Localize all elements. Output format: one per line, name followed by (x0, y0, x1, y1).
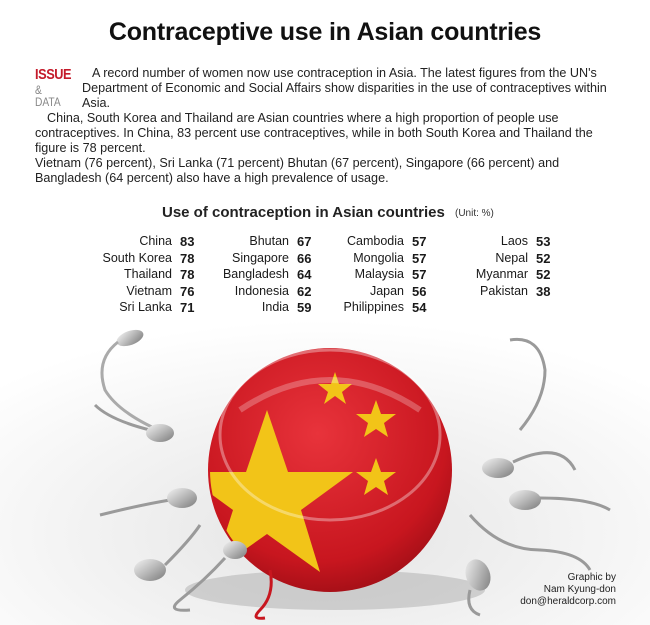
table-row (95, 300, 206, 317)
country-name: Thailand (124, 267, 172, 281)
country-name: South Korea (102, 250, 172, 265)
country-name: Laos (500, 234, 528, 248)
graphic-credit (520, 572, 616, 608)
badge-line1: ISSUE (35, 66, 72, 83)
country-value: 53 (536, 234, 551, 249)
country-name: Singapore (232, 250, 289, 265)
country-value: 57 (412, 250, 427, 266)
country-value: 38 (536, 283, 551, 299)
table-row (310, 251, 438, 268)
country-name: Bhutan (249, 234, 289, 248)
table-row (450, 267, 562, 284)
country-name: Vietnam (126, 283, 172, 298)
table-row (205, 267, 323, 284)
table-row (205, 284, 323, 301)
country-value: 78 (180, 250, 195, 266)
country-value: 59 (297, 300, 312, 315)
credit-author: Nam Kyung-don (543, 584, 616, 595)
country-column (310, 234, 438, 317)
country-value: 67 (297, 234, 312, 249)
country-value: 54 (412, 300, 427, 315)
country-name: India (261, 300, 289, 314)
country-column (205, 234, 323, 317)
intro-paragraph: Vietnam (76 percent), Sri Lanka (71 percent) Bhutan (67 percent), Singapore (66 percent) and Bangladesh (64 percent) also have a high prevalence of usage. (35, 156, 560, 185)
intro-paragraph: China, South Korea and Thailand are Asian countries where a high proportion of people use contraceptives. In China, 83 percent use contraceptives, while in both South Korea and Thailand the figure is 78 percent. (35, 111, 593, 155)
country-name: Malaysia (354, 267, 404, 281)
country-name: Japan (369, 283, 404, 298)
country-name: Nepal (495, 250, 528, 265)
table-row (205, 251, 323, 268)
issue-data-badge (35, 67, 75, 108)
country-value: 57 (412, 267, 427, 282)
table-row (205, 300, 323, 317)
country-value: 71 (180, 300, 195, 315)
credit-email: don@heraldcorp.com (520, 596, 616, 607)
chart-title: Use of contraception in Asian countries (162, 204, 445, 221)
country-name: Mongolia (353, 250, 404, 265)
country-name: Bangladesh (222, 267, 289, 281)
country-column (95, 234, 206, 317)
table-row (95, 234, 206, 251)
table-row (310, 234, 438, 251)
country-value: 52 (536, 267, 551, 282)
chart-unit: (Unit: %) (455, 208, 494, 219)
country-value: 52 (536, 250, 551, 266)
table-row (95, 267, 206, 284)
table-row (450, 284, 562, 301)
badge-line2: & DATA (35, 83, 61, 109)
country-name: Cambodia (347, 234, 404, 248)
table-row (450, 234, 562, 251)
country-column (450, 234, 562, 300)
credit-line: Graphic by (567, 572, 616, 583)
country-name: Myanmar (475, 267, 528, 281)
table-row (310, 267, 438, 284)
table-row (205, 234, 323, 251)
country-value: 76 (180, 283, 195, 299)
table-row (450, 251, 562, 268)
country-name: Pakistan (480, 283, 528, 298)
country-name: Sri Lanka (119, 300, 172, 314)
country-name: Philippines (343, 300, 404, 314)
country-value: 83 (180, 234, 195, 249)
table-row (95, 284, 206, 301)
country-value: 57 (412, 234, 427, 249)
country-name: China (139, 234, 172, 248)
country-value: 66 (297, 250, 312, 266)
table-row (95, 251, 206, 268)
table-row (310, 284, 438, 301)
country-value: 62 (297, 283, 312, 299)
country-value: 56 (412, 283, 427, 299)
country-value: 78 (180, 267, 195, 282)
table-row (310, 300, 438, 317)
country-value: 64 (297, 267, 312, 282)
intro-paragraph: A record number of women now use contraception in Asia. The latest figures from the UN's Department of Economic and Social Affairs show disparities in the use of contraceptives within Asia. (82, 66, 607, 110)
page-title: Contraceptive use in Asian countries (108, 18, 542, 46)
country-name: Indonesia (234, 283, 289, 298)
